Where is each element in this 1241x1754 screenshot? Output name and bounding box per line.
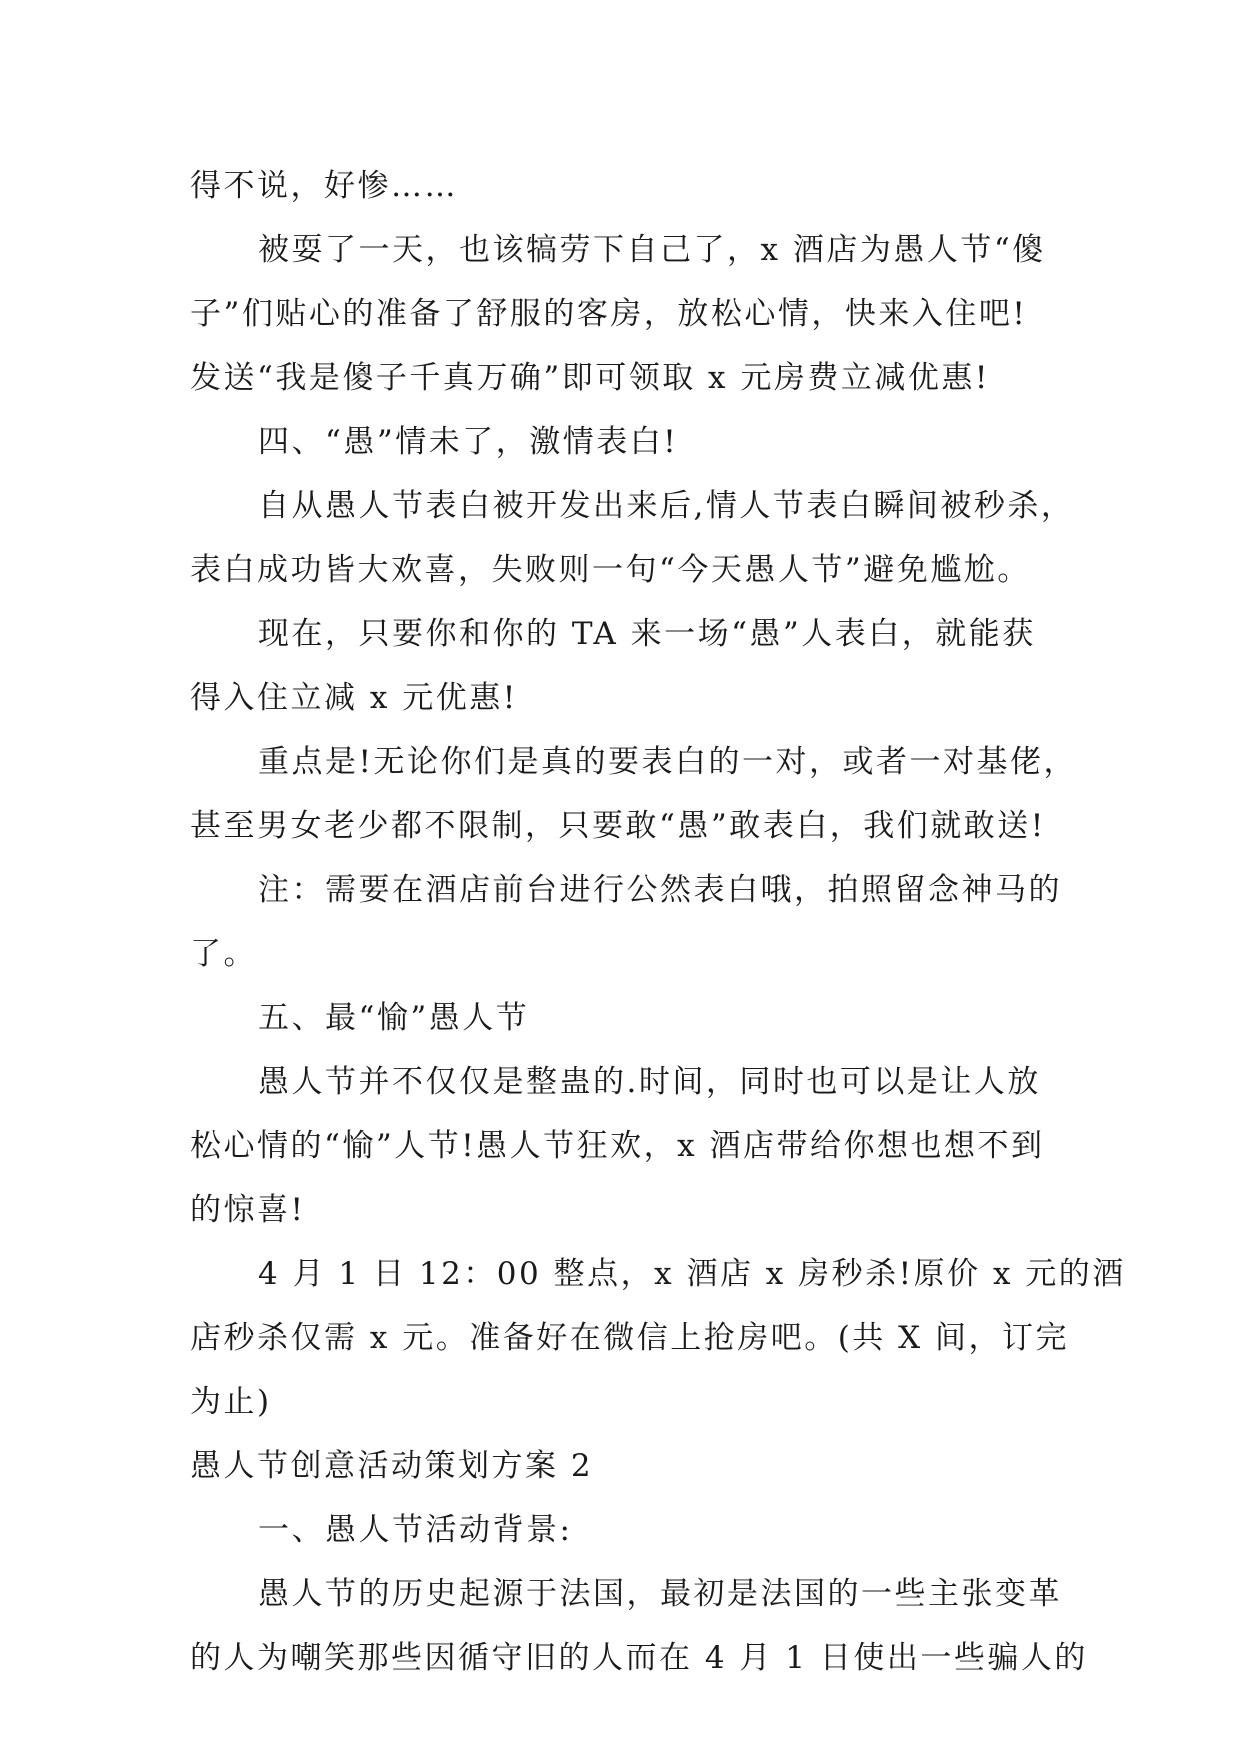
text-line: 的惊喜! <box>190 1192 306 1228</box>
text-line: 得不说，好惨…… <box>190 168 458 204</box>
text-line: 注：需要在酒店前台进行公然表白哦，拍照留念神马的 <box>258 872 1062 908</box>
text-line: 现在，只要你和你的 TA 来一场“愚”人表白，就能获 <box>258 616 1036 652</box>
text-line: 的人为嘲笑那些因循守旧的人而在 4 月 1 日使出一些骗人的 <box>190 1640 1088 1676</box>
section-heading: 四、“愚”情未了，激情表白! <box>258 424 679 460</box>
text-line: 子”们贴心的准备了舒服的客房，放松心情，快来入住吧! <box>190 296 1028 332</box>
text-line: 愚人节的历史起源于法国，最初是法国的一些主张变革 <box>258 1576 1062 1612</box>
text-line: 发送“我是傻子千真万确”即可领取 x 元房费立减优惠! <box>190 360 990 396</box>
text-line: 为止) <box>190 1384 272 1420</box>
text-line: 4 月 1 日 12：00 整点，x 酒店 x 房秒杀!原价 x 元的酒 <box>258 1256 1126 1292</box>
text-line: 自从愚人节表白被开发出来后,情人节表白瞬间被秒杀， <box>258 488 1075 524</box>
text-line: 甚至男女老少都不限制，只要敢“愚”敢表白，我们就敢送! <box>190 808 1046 844</box>
text-line: 松心情的“愉”人节!愚人节狂欢，x 酒店带给你想也想不到 <box>190 1128 1045 1164</box>
section-heading: 五、最“愉”愚人节 <box>258 1000 530 1036</box>
text-line: 得入住立减 x 元优惠! <box>190 680 518 716</box>
document-title: 愚人节创意活动策划方案 2 <box>190 1448 594 1484</box>
text-line: 愚人节并不仅仅是整蛊的.时间，同时也可以是让人放 <box>258 1064 1041 1100</box>
text-line: 被耍了一天，也该犒劳下自己了，x 酒店为愚人节“傻 <box>258 232 1046 268</box>
text-line: 重点是!无论你们是真的要表白的一对，或者一对基佬， <box>258 744 1077 780</box>
text-line: 了。 <box>190 936 257 972</box>
text-line: 店秒杀仅需 x 元。准备好在微信上抢房吧。(共 X 间，订完 <box>190 1320 1070 1356</box>
text-line: 表白成功皆大欢喜，失败则一句“今天愚人节”避免尴尬。 <box>190 552 1031 588</box>
section-heading: 一、愚人节活动背景: <box>258 1512 573 1548</box>
